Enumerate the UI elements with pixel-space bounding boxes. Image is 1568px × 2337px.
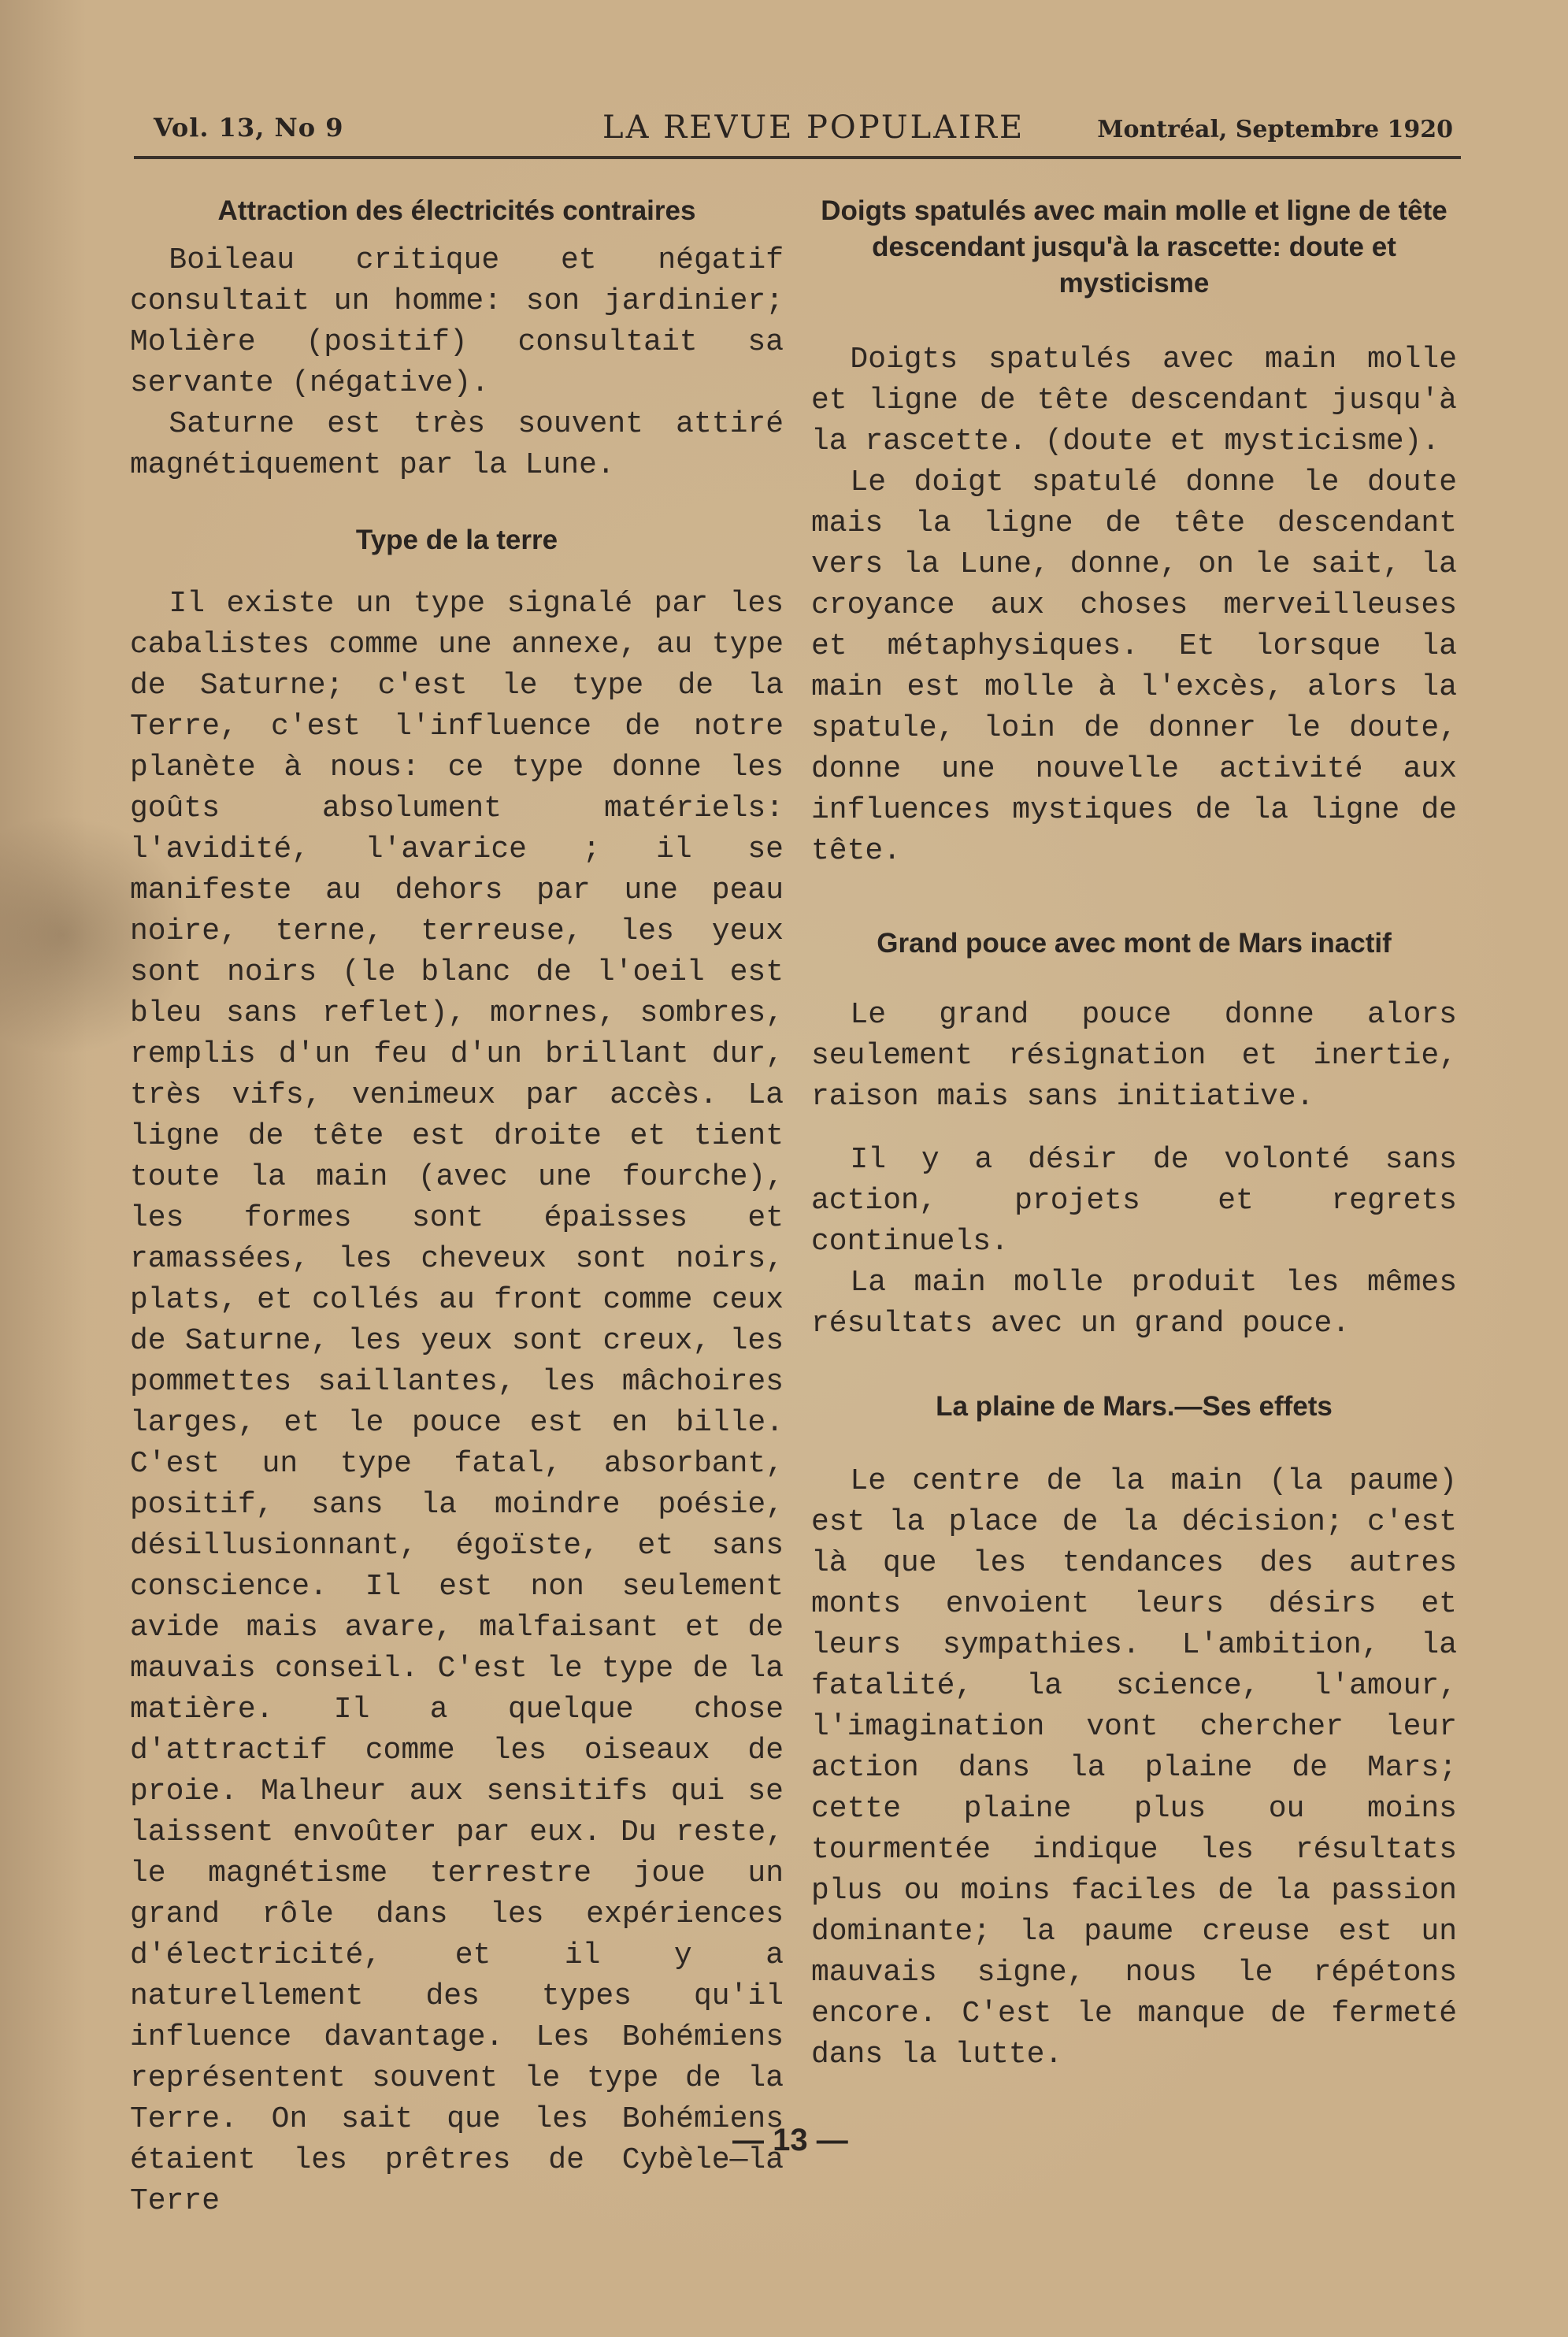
paragraph: La main molle produit les mêmes résultats avec un grand pouce. (811, 1266, 1457, 1341)
page-number: — 13 — (732, 2123, 848, 2157)
paragraph: Le centre de la main (la paume) est la place de la décision; c'est là que les tendances des autres monts envoient leurs désirs et leurs sympathies. L'ambition, la fatalité, la science, l'amour, l'imagination vont chercher leur action dans la plaine de Mars; cette plaine plus ou moins tourmentée indique les résultats plus ou moins faciles de la passion dominante; la paume creuse est un mauvais signe, nous le répétons encore. C'est le manque de fermeté dans la lutte. (811, 1464, 1457, 2072)
left-column (130, 193, 784, 2222)
page-fold-shadow (0, 0, 87, 2337)
paragraph: Boileau critique et négatif consultait un homme: son jardinier; Molière (positif) consultait sa servante (négative). (130, 243, 784, 400)
header-rule (134, 156, 1461, 159)
magazine-title: LA REVUE POPULAIRE (602, 109, 1025, 146)
paragraph: Il existe un type signalé par les cabalistes comme une annexe, au type de Saturne; c'est le type de la Terre, c'est l'influence de notre planète à nous: ce type donne les goûts absolument matériels: l'avidité, l'avarice ; il se manifeste au dehors par une peau noire, terne, terreuse, les yeux sont noirs (le blanc de l'oeil est bleu sans reflet), mornes, sombres, remplis d'un feu d'un brillant dur, très vifs, venimeux par accès. La ligne de tête est droite et tient toute la main (avec une fourche), les formes sont épaisses et ramassées, les cheveux sont noirs, plats, et collés au front comme ceux de Saturne, les yeux sont creux, les pommettes saillantes, les mâchoires larges, et le pouce est en bille. C'est un type fatal, absorbant, positif, sans la moindre poésie, désillusionnant, égoïste, et sans conscience. Il est non seulement avide mais avare, malfaisant et de mauvais conseil. C'est le type de la matière. Il a quelque chose d'attractif comme les oiseaux de proie. Malheur aux sensitifs qui se laissent envoûter par eux. Du reste, le magnétisme terrestre joue un grand rôle dans les expériences d'électricité, et il y a naturellement des types qu'il influence davantage. Les Bohémiens représentent souvent le type de la Terre. On sait que les Bohémiens étaient les prêtres de Cybèle—la Terre (130, 587, 784, 2218)
heading-plaine-mars: La plaine de Mars.—Ses effets (936, 1391, 1333, 1422)
right-column (811, 193, 1457, 2075)
heading-type-terre: Type de la terre (355, 525, 558, 555)
issue-date: Montréal, Septembre 1920 (1097, 116, 1453, 143)
paragraph: Le doigt spatulé donne le doute mais la ligne de tête descendant vers la Lune, donne, on le sait, la croyance aux choses merveilleuses et métaphysiques. Et lorsque la main est molle à l'excès, alors la spatule, loin de donner le doute, donne une nouvelle activité aux influences mystiques de la ligne de tête. (811, 466, 1457, 868)
heading-doigts-spatules: Doigts spatulés avec main molle et ligne de tête descendant jusqu'à la rascette: doute et mysticisme (821, 195, 1448, 299)
page-header (154, 106, 1453, 154)
paragraph: Saturne est très souvent attiré magnétiquement par la Lune. (130, 407, 784, 482)
paragraph: Il y a désir de volonté sans action, projets et regrets continuels. (811, 1143, 1457, 1259)
paragraph: Doigts spatulés avec main molle et ligne de tête descendant jusqu'à la rascette. (doute et mysticisme). (811, 343, 1457, 458)
heading-grand-pouce: Grand pouce avec mont de Mars inactif (877, 928, 1392, 959)
volume-label: Vol. 13, No 9 (154, 113, 344, 143)
heading-attraction: Attraction des électricités contraires (217, 195, 696, 226)
paragraph: Le grand pouce donne alors seulement résignation et inertie, raison mais sans initiative. (811, 998, 1457, 1114)
